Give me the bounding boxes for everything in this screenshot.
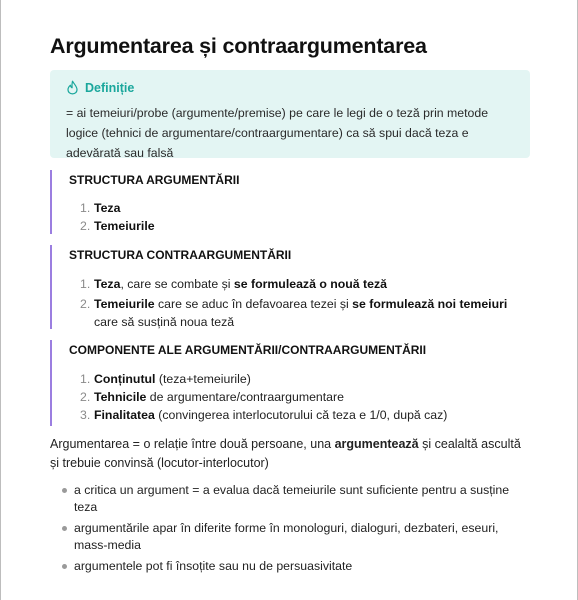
page-title: Argumentarea și contraargumentarea (50, 34, 427, 58)
bullet-icon (62, 526, 67, 531)
section-structura-argumentarii (50, 170, 532, 234)
section-accent-bar (50, 340, 52, 426)
list-item: 2. Temeiurile care se aduc în defavoarea tezei și se formulează noi temeiuri care să susțină noua teză (80, 297, 508, 329)
section-heading: STRUCTURA CONTRAARGUMENTĂRII (69, 248, 292, 262)
list-item: argumentările apar în diferite forme în monologuri, dialoguri, dezbateri, eseuri, mass-media (50, 520, 520, 554)
bullet-icon (62, 488, 67, 493)
list-item: 1. Teza, care se combate și se formulează o nouă teză (80, 277, 387, 291)
droplet-icon (66, 80, 79, 95)
numbered-list (80, 370, 530, 424)
list-item: 2. Temeiurile (80, 219, 155, 233)
section-accent-bar (50, 170, 52, 234)
bullet-icon (62, 564, 67, 569)
section-accent-bar (50, 245, 52, 329)
list-item: a critica un argument = a evalua dacă temeiurile sunt suficiente pentru a susține teza (50, 482, 520, 516)
bullet-list (50, 482, 520, 575)
section-heading: COMPONENTE ALE ARGUMENTĂRII/CONTRAARGUMENTĂRII (69, 343, 427, 357)
list-item: 2. Tehnicile de argumentare/contraargumentare (80, 390, 344, 404)
list-item: 1. Conținutul (teza+temeiurile) (80, 372, 251, 386)
numbered-list (80, 275, 530, 331)
definition-heading: Definiție (85, 80, 135, 95)
section-componente (50, 340, 532, 426)
page-border-left (0, 0, 1, 600)
numbered-list (80, 199, 155, 235)
list-item: 3. Finalitatea (convingerea interlocutorului că teza e 1/0, după caz) (80, 408, 448, 422)
section-structura-contraargumentarii (50, 245, 532, 329)
section-heading: STRUCTURA ARGUMENTĂRII (69, 173, 240, 187)
list-item: 1. Teza (80, 201, 121, 215)
argumentation-paragraph: Argumentarea = o relație între două persoane, una argumentează și cealaltă ascultă și trebuie convinsă (locutor-interlocutor) (50, 437, 521, 470)
definition-callout (50, 70, 530, 158)
definition-text: = ai temeiuri/probe (argumente/premise) pe care le legi de o teză prin metode logice (tehnici de argumentare/contraargumentare) ca să spui dacă teza e adevărată sau falsă (66, 106, 489, 160)
list-item: argumentele pot fi însoțite sau nu de persuasivitate (50, 558, 520, 575)
definition-callout-header (66, 80, 134, 95)
